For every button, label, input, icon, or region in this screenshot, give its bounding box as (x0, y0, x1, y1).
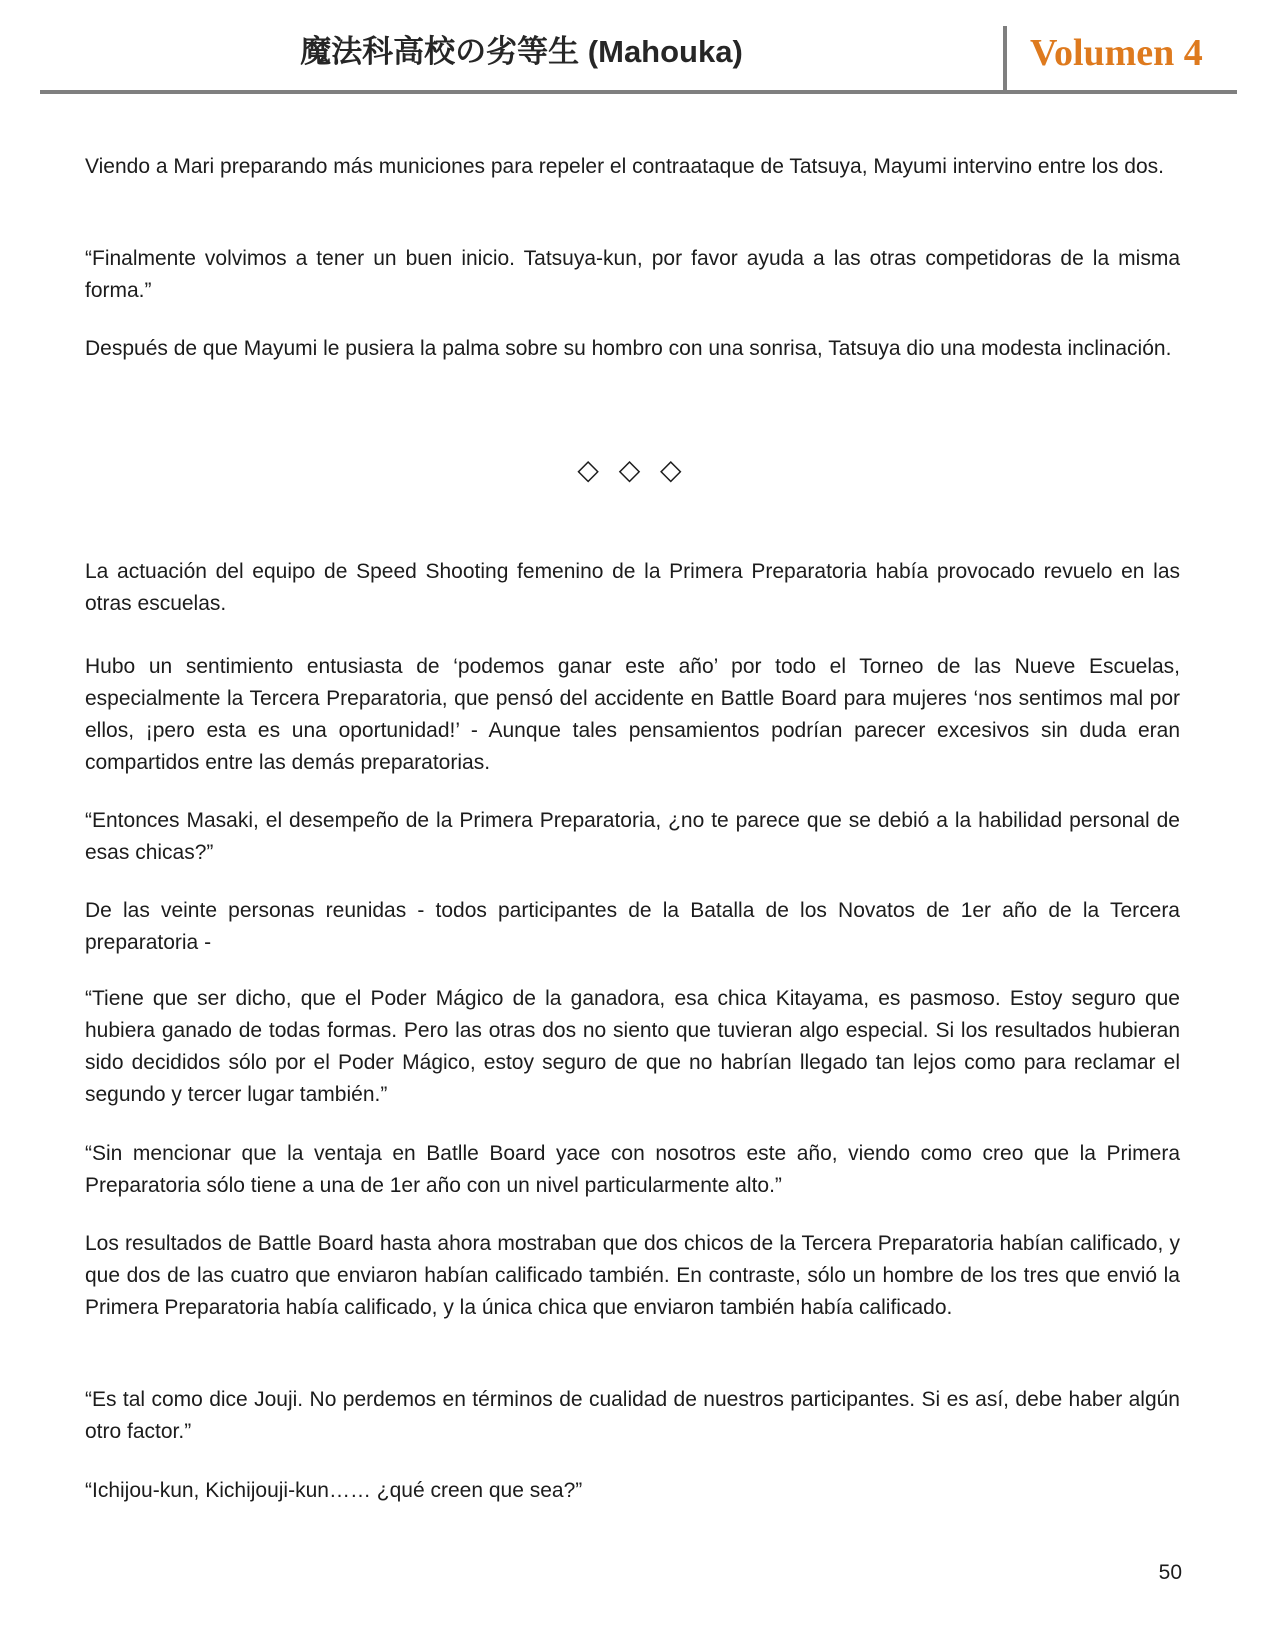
paragraph-8: “Tiene que ser dicho, que el Poder Mágico de la ganadora, esa chica Kitayama, es pasmoso. Estoy seguro que hubiera ganado de todas formas. Pero las otras dos no siento que tuvieran algo especial. Si los resultados hubieran sido decididos sólo por el Poder Mágico, estoy seguro de que no habrían llegado tan lejos como para reclamar el segundo y tercer lugar también.” (85, 987, 1180, 1106)
header-rule (40, 90, 1237, 94)
scene-break-diamonds: ◇ ◇ ◇ (577, 454, 688, 485)
paragraph-11: “Es tal como dice Jouji. No perdemos en términos de cualidad de nuestros participantes. Si es así, debe haber algún otro factor.” (85, 1388, 1180, 1443)
volume-label: Volumen 4 (1030, 32, 1203, 74)
paragraph-12: “Ichijou-kun, Kichijouji-kun…… ¿qué creen que sea?” (85, 1479, 583, 1502)
paragraph-2: “Finalmente volvimos a tener un buen inicio. Tatsuya-kun, por favor ayuda a las otras competidoras de la misma forma.” (85, 247, 1180, 302)
paragraph-7: De las veinte personas reunidas - todos participantes de la Batalla de los Novatos de 1er año de la Tercera preparatoria - (85, 899, 1180, 954)
paragraph-1: Viendo a Mari preparando más municiones para repeler el contraataque de Tatsuya, Mayumi intervino entre los dos. (85, 155, 1164, 178)
paragraph-6: “Entonces Masaki, el desempeño de la Primera Preparatoria, ¿no te parece que se debió a la habilidad personal de esas chicas?” (85, 809, 1180, 864)
page-number: 50 (1158, 1561, 1182, 1584)
paragraph-4: La actuación del equipo de Speed Shooting femenino de la Primera Preparatoria había provocado revuelo en las otras escuelas. (85, 560, 1180, 615)
header-divider-bar (1003, 26, 1007, 92)
paragraph-3: Después de que Mayumi le pusiera la palma sobre su hombro con una sonrisa, Tatsuya dio una modesta inclinación. (85, 337, 1172, 360)
document-title: 魔法科高校の劣等生 (Mahouka) (300, 34, 743, 69)
paragraph-5: Hubo un sentimiento entusiasta de ‘podemos ganar este año’ por todo el Torneo de las Nueve Escuelas, especialmente la Tercera Preparatoria, que pensó del accidente en Battle Board para mujeres ‘nos sentimos mal por ellos, ¡pero esta es una oportunidad!’ - Aunque tales pensamientos podrían parecer excesivos sin duda eran compartidos entre las demás preparatorias. (85, 655, 1180, 774)
paragraph-9: “Sin mencionar que la ventaja en Batlle Board yace con nosotros este año, viendo como creo que la Primera Preparatoria sólo tiene a una de 1er año con un nivel particularmente alto.” (85, 1142, 1180, 1197)
paragraph-10: Los resultados de Battle Board hasta ahora mostraban que dos chicos de la Tercera Preparatoria habían calificado, y que dos de las cuatro que enviaron habían calificado también. En contraste, sólo un hombre de los tres que envió la Primera Preparatoria había calificado, y la única chica que enviaron también había calificado. (85, 1232, 1180, 1319)
